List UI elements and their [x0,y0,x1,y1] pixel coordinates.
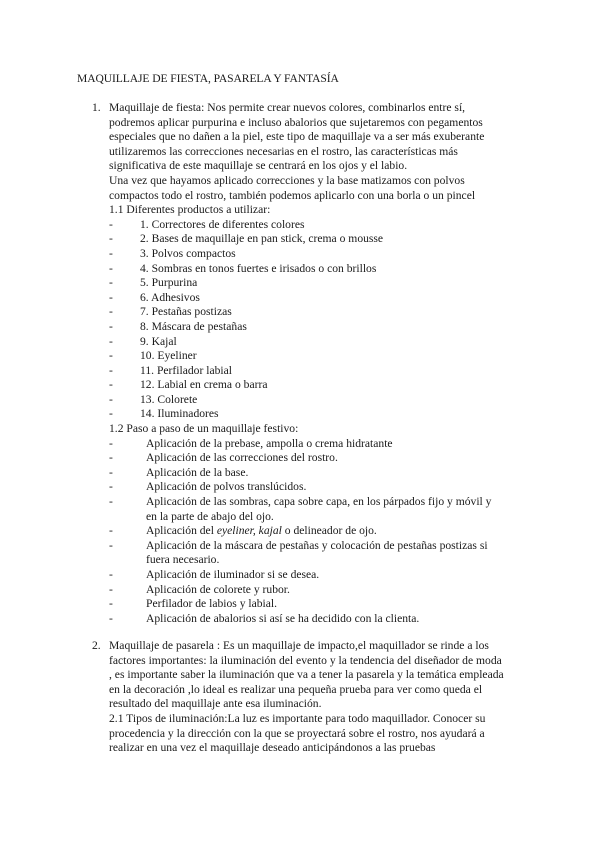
list-item: - 2. Bases de maquillaje en pan stick, crema o mousse [109,232,384,246]
list-item: - Aplicación de las correcciones del rostro. [109,451,338,465]
section-1-intro: Maquillaje de fiesta: Nos permite crear nuevos colores, combinarlos entre sí, podremos aplicar purpurina e incluso abalorios que sujetaremos con pegamentos especiales que no dañen a la piel, este tipo de maquillaje va a ser más exuberante utilizaremos las correcciones necesarias en el rostro, las características más significativa de este maquillaje se centrará en los ojos y el labio. [109,101,485,173]
list-item: - 14. Iluminadores [109,407,219,421]
list-item: - 12. Labial en crema o barra [109,378,268,392]
list-item: - 13. Colorete [109,392,198,406]
list-item: - Aplicación de polvos translúcidos. [109,480,307,494]
list-item: - 9. Kajal [109,334,177,348]
subsection-1-1-title: 1.1 Diferentes productos a utilizar: [109,203,271,217]
list-item: - 8. Máscara de pestañas [109,319,247,333]
list-item: - 1. Correctores de diferentes colores [109,217,305,231]
section-2-intro: Maquillaje de pasarela : Es un maquillaje de impacto,el maquillador se rinde a los factores importantes: la iluminación del evento y la tendencia del diseñador de moda , es importante saber la iluminación que va a tener la pasarela y la temática empleada en la decoración ,lo ideal es realizar una pequeña prueba para ver como queda el resultado del maquillaje ante esa iluminación. [109,639,504,711]
list-item: - Aplicación de iluminador si se desea. [109,568,320,581]
section-2-number: 2. [92,639,101,652]
list-item: - Aplicación del eyeliner, kajal o delineador de ojo. [109,524,377,538]
list-item: - 10. Eyeliner [109,349,197,363]
section-1-body [109,101,505,626]
list-item: - 5. Purpurina [109,276,198,290]
list-item: - Aplicación de las sombras, capa sobre capa, en los párpados fijo y móvil y en la parte de abajo del ojo. [109,495,492,523]
list-item: - Aplicación de la máscara de pestañas y colocación de pestañas postizas si fuera necesario. [109,538,488,567]
document-title: MAQUILLAJE DE FIESTA, PASARELA Y FANTASÍA [77,72,339,85]
eyeliner-italic: eyeliner, kajal [216,524,282,538]
list-item: - 11. Perfilador labial [109,363,232,377]
subsection-1-2-title: 1.2 Paso a paso de un maquillaje festivo: [109,422,299,436]
list-item: - Perfilador de labios y labial. [109,597,278,611]
list-item: - Aplicación de la prebase, ampolla o crema hidratante [109,436,393,450]
products-list [109,218,505,422]
section-2-body [109,639,505,756]
list-item: - 3. Polvos compactos [109,246,236,260]
steps-list [109,437,505,627]
subsection-2-1: 2.1 Tipos de iluminación:La luz es importante para todo maquillador. Conocer su procedencia y la dirección con la que se proyectará sobre el rostro, nos ayudará a realizar en una vez el maquillaje deseado anticipándonos a las pruebas [109,711,486,755]
section-1-intro-2: Una vez que hayamos aplicado correcciones y la base matizamos con polvos compactos todo el rostro, también podemos aplicarlo con una borla o un pincel [109,173,476,202]
list-item: - Aplicación de la base. [109,465,249,479]
list-item: - 6. Adhesivos [109,290,200,304]
section-1-number: 1. [92,101,101,114]
list-item: - 4. Sombras en tonos fuertes e irisados o con brillos [109,261,377,275]
list-item: - Aplicación de abalorios si así se ha decidido con la clienta. [109,611,420,625]
list-item: - 7. Pestañas postizas [109,305,232,319]
list-item: - Aplicación de colorete y rubor. [109,582,290,596]
